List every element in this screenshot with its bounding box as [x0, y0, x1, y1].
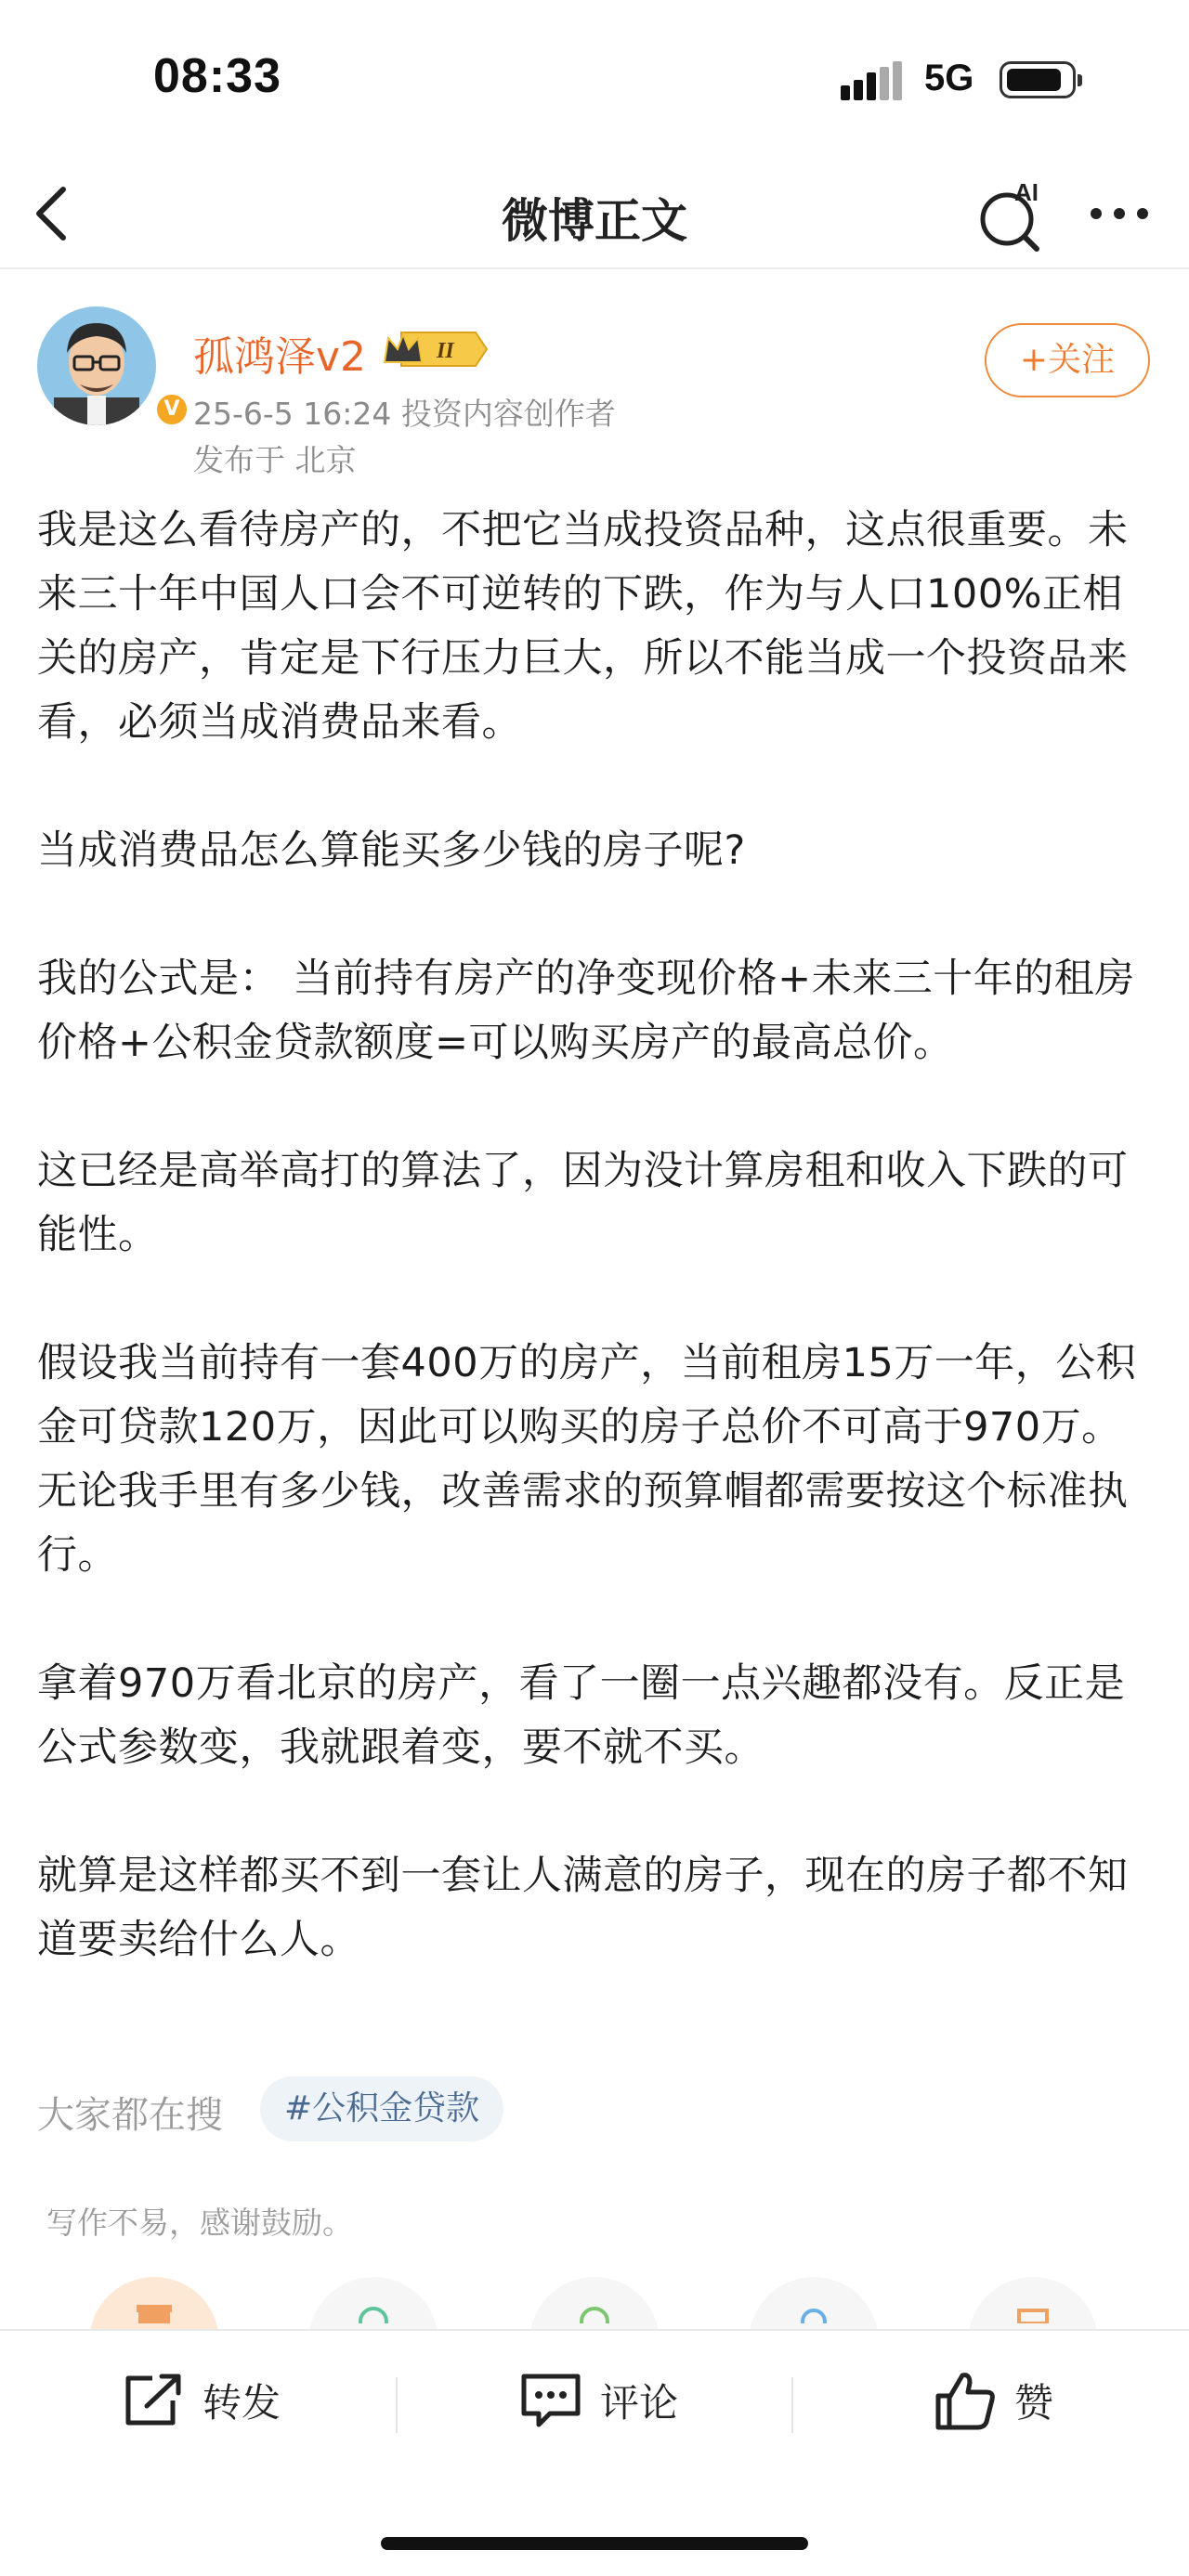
repost-label: 转发: [203, 2380, 281, 2426]
reward-icon: [1010, 2296, 1056, 2323]
reward-option[interactable]: [308, 2277, 438, 2329]
level-text: II: [437, 339, 454, 363]
avatar[interactable]: [37, 306, 180, 425]
verified-badge-icon: V: [154, 392, 189, 427]
post-body: [37, 499, 1152, 2036]
post-meta: 25-6-5 16:24 投资内容创作者: [193, 396, 616, 432]
hot-search: [37, 2076, 1152, 2141]
ai-search-button[interactable]: [975, 173, 1050, 256]
thumbs-up-icon: [933, 2370, 998, 2431]
post-paragraph: 当成消费品怎么算能买多少钱的房子呢?: [37, 827, 746, 874]
reward-option[interactable]: [89, 2277, 219, 2329]
status-bar: [0, 0, 1189, 158]
reward-option[interactable]: [968, 2277, 1098, 2329]
post-paragraph: 这已经是高举高打的算法了，因为没计算房租和收入下跌的可能性。: [37, 1148, 1129, 1258]
divider: [791, 2377, 793, 2433]
home-indicator: [381, 2537, 808, 2550]
post-paragraph: 就算是这样都买不到一套让人满意的房子，现在的房子都不知道要卖给什么人。: [37, 1853, 1129, 1963]
like-label: 赞: [1014, 2380, 1054, 2426]
share-icon: [121, 2371, 186, 2430]
status-time: 08:33: [153, 49, 281, 103]
follow-button[interactable]: +关注: [985, 323, 1150, 397]
reward-option[interactable]: [749, 2277, 879, 2329]
post-location: 发布于 北京: [193, 442, 357, 478]
ai-search-icon: [975, 173, 1050, 256]
action-bar: [0, 2329, 1189, 2468]
crown-badge-icon: [381, 325, 490, 373]
page-title: 微博正文: [502, 194, 687, 248]
post-paragraph: 我的公式是： 当前持有房产的净变现价格+未来三十年的租房价格+公积金贷款额度=可以购买房产的最高总价。: [37, 956, 1135, 1066]
avatar-illustration: [37, 306, 156, 425]
comment-label: 评论: [600, 2380, 679, 2426]
divider: [396, 2377, 398, 2433]
reward-row: [0, 2277, 1189, 2329]
reward-option[interactable]: [529, 2277, 660, 2329]
hot-search-tag[interactable]: #公积金贷款: [260, 2076, 503, 2141]
post-paragraph: 假设我当前持有一套400万的房产，当前租房15万一年，公积金可贷款120万，因此可以购买的房子总价不可高于970万。无论我手里有多少钱，改善需求的预算帽都需要按这个标准执行。: [37, 1340, 1137, 1579]
reward-icon: [571, 2296, 618, 2323]
battery-icon: [1000, 61, 1076, 98]
comment-icon: [518, 2371, 583, 2430]
ai-label: AI: [1014, 178, 1039, 206]
more-button[interactable]: [1087, 186, 1152, 241]
reward-note: 写作不易，感谢鼓励。: [46, 2205, 353, 2241]
reward-icon: [790, 2296, 837, 2323]
level-badge: [381, 325, 490, 373]
network-label: 5G: [924, 58, 974, 98]
hot-search-label: 大家都在搜: [37, 2094, 223, 2137]
gift-icon: [131, 2296, 177, 2323]
repost-button[interactable]: [121, 2368, 281, 2433]
comment-button[interactable]: [518, 2368, 678, 2433]
more-dots-icon: [1087, 186, 1152, 241]
signal-icon: [841, 61, 902, 100]
like-button[interactable]: [933, 2368, 1053, 2433]
nav-bar: [0, 158, 1189, 269]
post-paragraph: 我是这么看待房产的，不把它当成投资品种，这点很重要。未来三十年中国人口会不可逆转的下跌，作为与人口100%正相关的房产，肯定是下行压力巨大，所以不能当成一个投资品来看，必须当成消费品来看。: [37, 507, 1129, 746]
reward-icon: [350, 2296, 397, 2323]
author-header: [0, 306, 1189, 483]
author-name[interactable]: 孤鸿泽v2: [193, 333, 367, 381]
post-paragraph: 拿着970万看北京的房产，看了一圈一点兴趣都没有。反正是公式参数变，我就跟着变，要不就不买。: [37, 1660, 1126, 1771]
